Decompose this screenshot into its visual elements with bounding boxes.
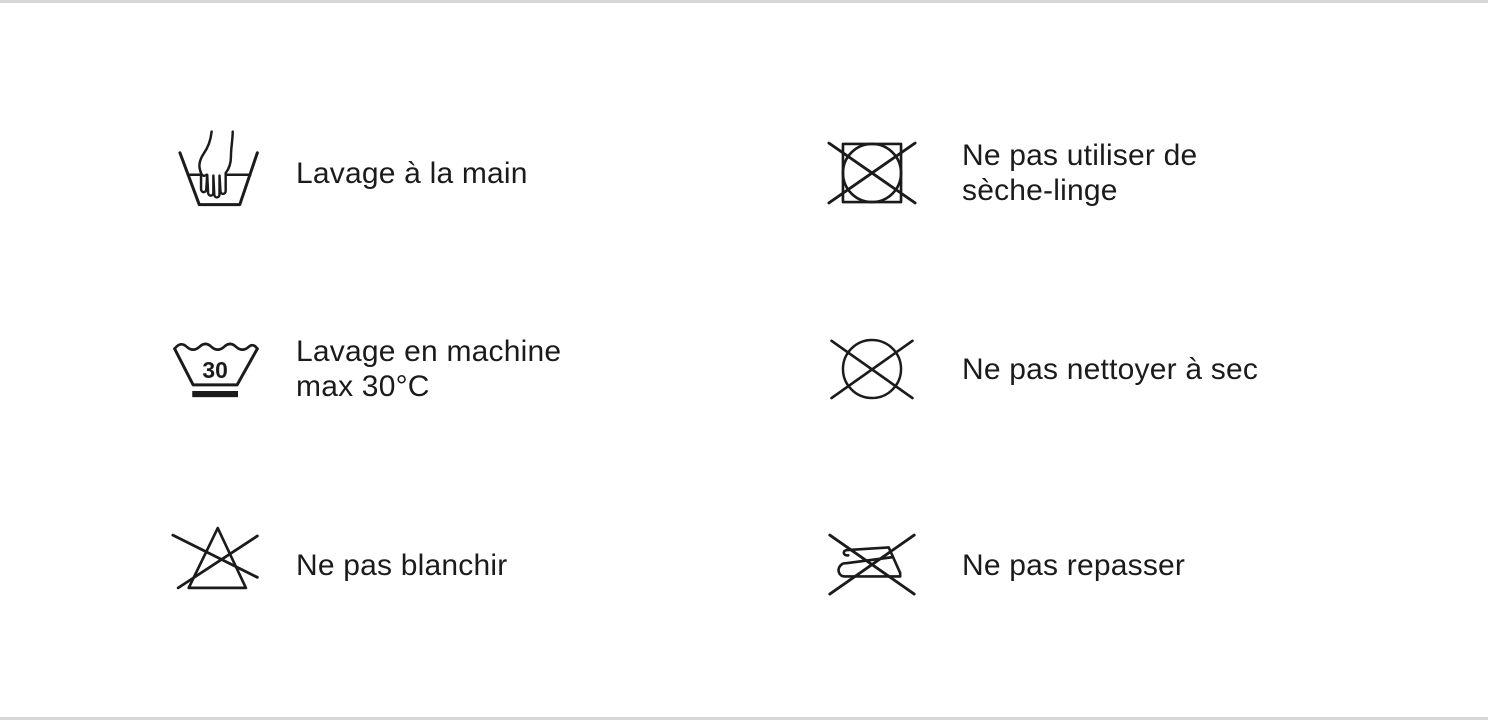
do-not-bleach-icon [172, 521, 260, 609]
care-item-hand-wash [172, 75, 828, 271]
do-not-dry-clean-icon [828, 325, 916, 413]
care-item-label: Lavage en machine max 30°C [296, 335, 562, 403]
care-item-label: Ne pas blanchir [296, 548, 508, 582]
machine-wash-30-icon [172, 325, 260, 413]
hand-wash-icon [172, 129, 260, 217]
care-symbols-grid [172, 75, 1488, 663]
care-item-do-not-dry-clean [828, 271, 1488, 467]
care-item-do-not-iron [828, 467, 1488, 663]
care-item-do-not-bleach [172, 467, 828, 663]
care-item-label: Ne pas utiliser de sèche-linge [962, 139, 1198, 207]
care-item-label: Ne pas repasser [962, 548, 1186, 582]
care-item-machine-wash-30 [172, 271, 828, 467]
wash-temperature-value: 30 [202, 356, 228, 383]
do-not-iron-icon [828, 521, 916, 609]
care-item-label: Ne pas nettoyer à sec [962, 352, 1259, 386]
care-item-label: Lavage à la main [296, 156, 528, 190]
care-item-do-not-tumble-dry [828, 75, 1488, 271]
do-not-tumble-dry-icon [828, 129, 916, 217]
